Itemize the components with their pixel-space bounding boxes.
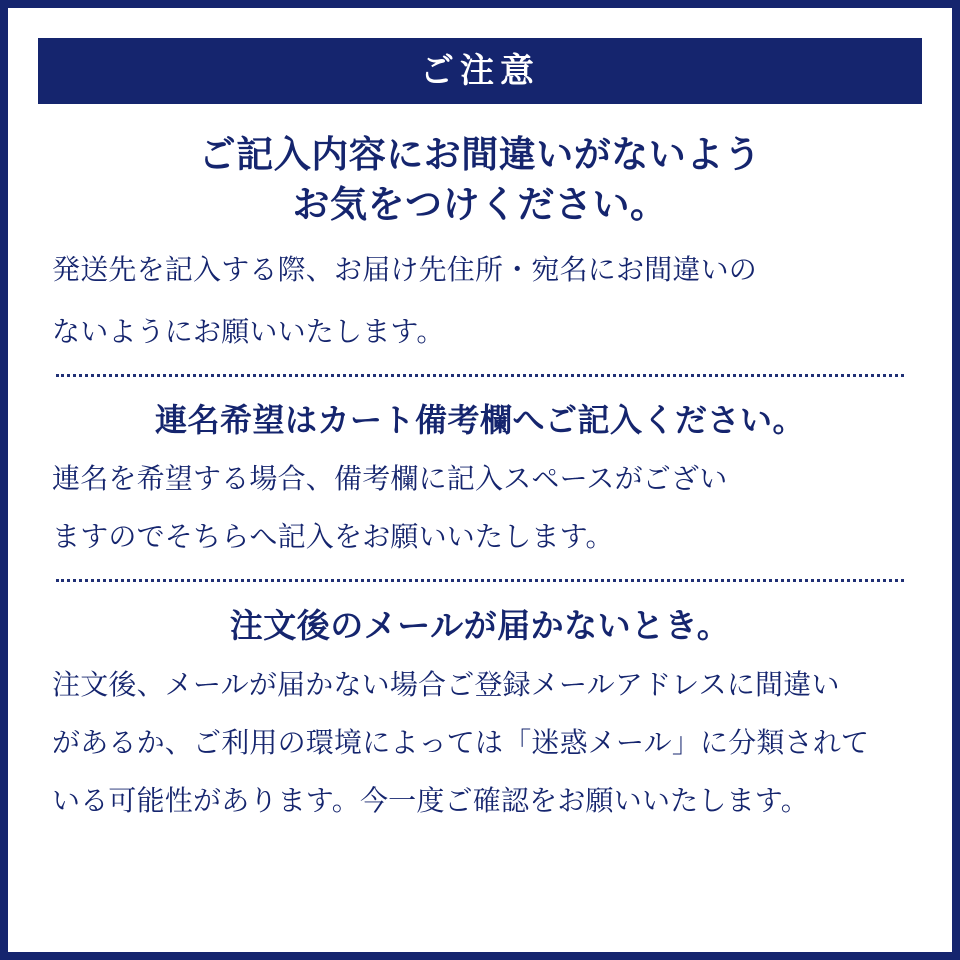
section-body-line-1: 発送先を記入する際、お届け先住所・宛名にお間違いの bbox=[52, 253, 758, 285]
divider-2 bbox=[56, 579, 904, 582]
section-heading-line-1: 連名希望はカート備考欄へご記入ください。 bbox=[154, 402, 805, 439]
section-body-line-1: 連名を希望する場合、備考欄に記入スペースがござい bbox=[52, 462, 728, 494]
section-body-line-2: ますのでそちらへ記入をお願いいたします。 bbox=[52, 520, 614, 552]
section-heading-line-1: 注文後のメールが届かないとき。 bbox=[229, 607, 731, 644]
section-body-line-1: 注文後、メールが届かない場合ご登録メールアドレスに間違い bbox=[52, 668, 840, 700]
section-body-line-3: いる可能性があります。今一度ご確認をお願いいたします。 bbox=[52, 785, 809, 817]
notice-content bbox=[8, 104, 952, 823]
divider-1 bbox=[56, 374, 904, 377]
banner-title: ご注意 bbox=[420, 52, 540, 90]
section-heading-line-2: お気をつけください。 bbox=[292, 183, 668, 225]
section-body-line-2: ないようにお願いいたします。 bbox=[52, 316, 445, 348]
section-joint-name-request bbox=[52, 377, 908, 559]
section-body-line-2: があるか、ご利用の環境によっては「迷惑メール」に分類されて bbox=[52, 726, 870, 758]
section-email-not-received bbox=[52, 582, 908, 823]
section-address-accuracy bbox=[52, 104, 908, 354]
section-heading-line-1: ご記入内容にお間違いがないよう bbox=[198, 134, 762, 175]
notice-banner bbox=[38, 38, 922, 104]
